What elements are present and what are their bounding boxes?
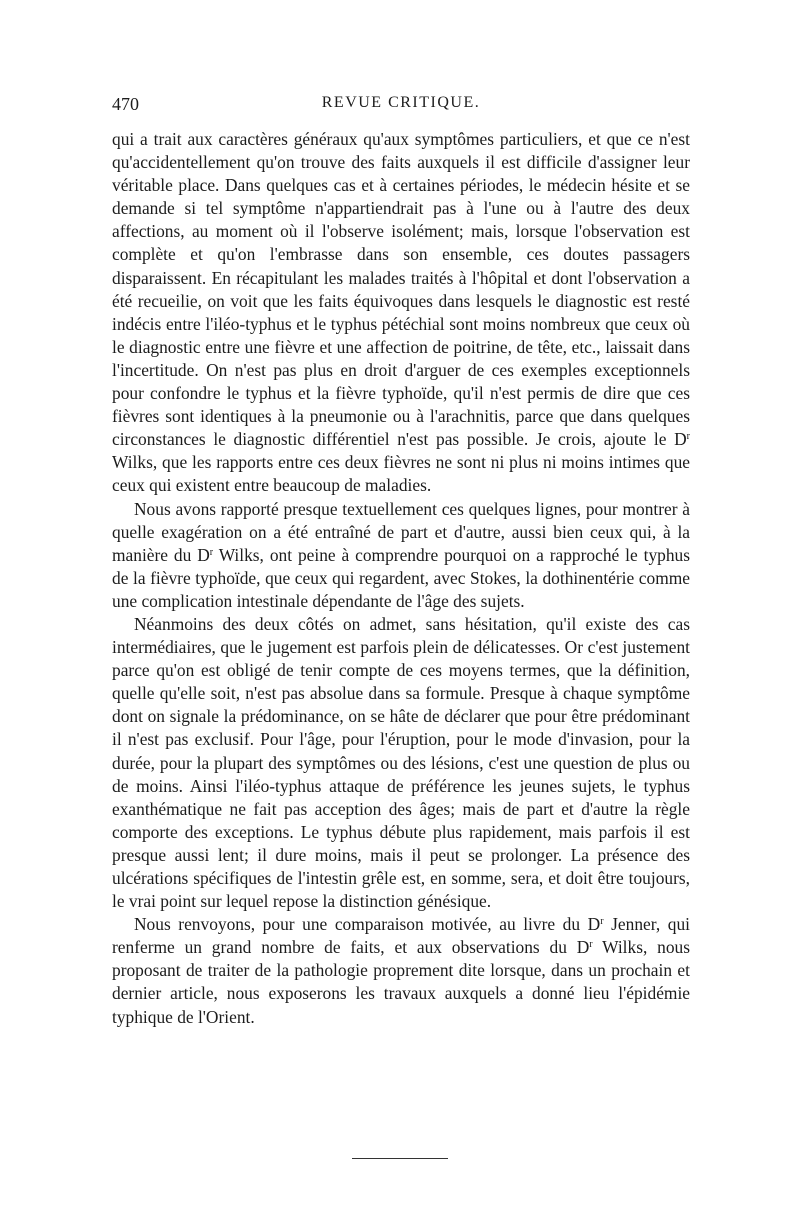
paragraph-2: Nous avons rapporté presque textuellement ces quelques lignes, pour montrer à quelle exagération on a été entraîné de part et d'autre, aussi bien ceux qui, à la manière du $D^r$ Wilks, ont peine à comprendre pourquoi on a rapproché le typhus de la fièvre typhoïde, que ceux qui regardent, avec Stokes, la dothinentérie comme une complication intestinale dépendante de l'âge des sujets. xyxy=(112,498,690,611)
page-number: 470 xyxy=(112,94,139,114)
page-header xyxy=(112,94,690,124)
paragraph-3: Néanmoins des deux côtés on admet, sans hésitation, qu'il existe des cas intermédiaires, que le jugement est parfois plein de délicatesses. Or c'est justement parce qu'on est obligé de tenir compte de ces moyens termes, que la définition, quelle qu'elle soit, n'est pas absolue dans sa formule. Presque à chaque symptôme dont on signale la prédominance, on se hâte de déclarer que pour être prédominant il n'est pas exclusif. Pour l'âge, pour l'éruption, pour le mode d'invasion, pour la durée, pour la plupart des symptômes ou des lésions, c'est une question de plus ou de moins. Ainsi l'iléo-typhus attaque de préférence les jeunes sujets, le typhus exanthématique ne fait pas acception des âges; mais de part et d'autre la règle comporte des exceptions. Le typhus débute plus rapidement, mais parfois il est presque aussi lent; il dure moins, mais il peut se prolonger. La présence des ulcérations spécifiques de l'intestin grêle est, en somme, sera, et doit être toujours, le vrai point sur lequel repose la distinction génésique. xyxy=(112,613,690,912)
running-title: REVUE CRITIQUE. xyxy=(321,94,481,111)
body-text xyxy=(112,128,690,1029)
section-end-rule xyxy=(352,1158,448,1159)
paragraph-1: qui a trait aux caractères généraux qu'aux symptômes particuliers, et que ce n'est qu'accidentellement qu'on trouve des faits auxquels il est difficile d'assigner leur véritable place. Dans quelques cas et à certaines périodes, le médecin hésite et se demande si tel symptôme n'appartiendrait pas à l'une ou à l'autre des deux affections, au moment où il l'observe isolément; mais, lorsque l'observation est complète et qu'on l'embrasse dans son ensemble, ces doutes passagers disparaissent. En récapitulant les malades traités à l'hôpital et dont l'observation a été recueilie, on voit que les faits équivoques dans lesquels le diagnostic est resté indécis entre l'iléo-typhus et le typhus pétéchial sont moins nombreux que ceux où le diagnostic entre une fièvre et une affection de poitrine, de tête, etc., laissait dans l'incertitude. On n'est pas plus en droit d'arguer de ces exemples exceptionnels pour confondre le typhus et la fièvre typhoïde, qu'il n'est permis de dire que ces fièvres sont identiques à la pneumonie ou à l'arachnitis, parce que dans quelques circonstances le diagnostic différentiel n'est pas possible. Je crois, ajoute le $D^r$ Wilks, que les rapports entre ces deux fièvres ne sont ni plus ni moins intimes que ceux qui existent entre beaucoup de maladies. xyxy=(112,129,690,496)
paragraph-4: Nous renvoyons, pour une comparaison motivée, au livre du $D^r$ Jenner, qui renferme un grand nombre de faits, et aux observations du $D^r$ Wilks, nous proposant de traiter de la pathologie proprement dite lorsque, dans un prochain et dernier article, nous exposerons les travaux auxquels a donné lieu l'épidémie typhique de l'Orient. xyxy=(112,914,690,1027)
